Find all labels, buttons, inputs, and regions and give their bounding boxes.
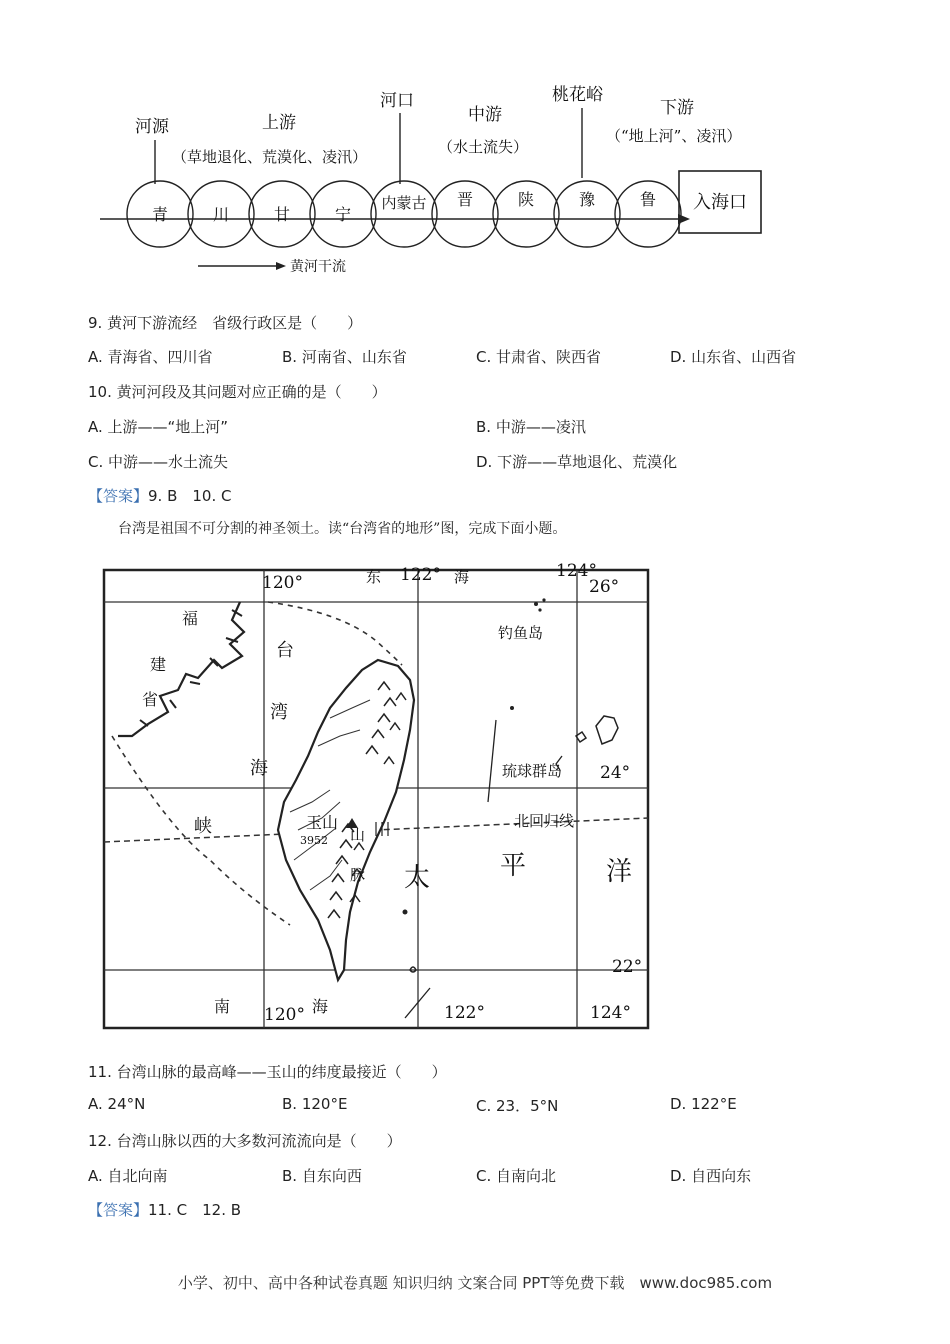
- fujian-2: 建: [150, 655, 167, 674]
- answer-1: [88, 485, 231, 506]
- east-sea-2: 海: [454, 568, 470, 586]
- pacific-2: 平: [500, 851, 527, 881]
- question-10: 10. 黄河河段及其问题对应正确的是（ ）: [88, 383, 387, 401]
- fujian-1: 福: [182, 609, 199, 628]
- province-7: 豫: [578, 190, 596, 209]
- answer-text: 9. B 10. C: [148, 487, 232, 505]
- taiwan-topographic-map: [0, 540, 950, 1040]
- q12-option-c: C. 自南向北: [476, 1167, 557, 1185]
- lat-22: 22°: [612, 957, 643, 977]
- q11-option-a: A. 24°N: [88, 1095, 146, 1113]
- label-upper: 上游: [262, 113, 296, 133]
- province-3: 宁: [334, 205, 352, 224]
- q10-option-d: D. 下游——草地退化、荒漠化: [476, 453, 678, 471]
- label-upper-problems: （草地退化、荒漠化、凌汛）: [172, 148, 368, 166]
- ryukyu-label: 琉球群岛: [502, 762, 563, 780]
- taiwan-intro: 台湾是祖国不可分割的神圣领土。读“台湾省的地形”图，完成下面小题。: [118, 521, 567, 537]
- footer-link[interactable]: 小学、初中、高中各种试卷真题 知识归纳 文案合同 PPT等免费下载 www.doc985.com: [177, 1274, 773, 1292]
- q12-option-d: D. 自西向东: [670, 1167, 752, 1185]
- strait-1: 台: [276, 640, 294, 661]
- label-hekou: 河口: [380, 91, 414, 111]
- strait-4: 峡: [194, 816, 212, 837]
- lon-top-120: 120°: [262, 573, 303, 593]
- q12-option-a: A. 自北向南: [88, 1167, 168, 1185]
- label-source: 河源: [135, 117, 169, 137]
- question-12: 12. 台湾山脉以西的大多数河流流向是（ ）: [88, 1132, 402, 1150]
- pacific-1: 太: [404, 863, 431, 893]
- south-sea-1: 南: [214, 997, 231, 1016]
- lat-24: 24°: [600, 763, 631, 783]
- range-2: 脉: [350, 866, 366, 884]
- q11-option-b: B. 120°E: [282, 1095, 348, 1113]
- strait-2: 湾: [270, 702, 288, 723]
- label-lower: 下游: [660, 98, 694, 118]
- province-0: 青: [151, 205, 169, 224]
- fujian-3: 省: [142, 690, 159, 709]
- flow-label: 黄河干流: [290, 259, 346, 275]
- label-middle: 中游: [468, 105, 502, 125]
- q9-option-a: A. 青海省、四川省: [88, 348, 213, 366]
- lat-26: 26°: [589, 577, 620, 597]
- east-sea-1: 东: [366, 568, 382, 586]
- lon-top-122: 122°: [400, 565, 441, 585]
- label-taohuayu: 桃花峪: [552, 85, 603, 105]
- q9-option-d: D. 山东省、山西省: [670, 348, 797, 366]
- q11-option-d: D. 122°E: [670, 1095, 737, 1113]
- yushan-label: 玉山: [306, 813, 339, 832]
- q10-option-a: A. 上游——“地上河”: [88, 418, 229, 436]
- q11-option-c: C. 23．5°N: [476, 1097, 559, 1115]
- yellow-river-diagram: [0, 0, 950, 290]
- q10-option-c: C. 中游——水土流失: [88, 453, 229, 471]
- sea-mouth-label: 入海口: [693, 192, 747, 213]
- answer-tag: 【答案】: [88, 487, 149, 505]
- pacific-3: 洋: [606, 857, 633, 887]
- province-6: 陕: [517, 190, 535, 209]
- q12-option-b: B. 自东向西: [282, 1167, 362, 1185]
- q10-option-b: B. 中游——凌汛: [476, 418, 586, 436]
- province-1: 川: [212, 205, 230, 224]
- diaoyu-label: 钓鱼岛: [498, 624, 544, 642]
- south-sea-2: 海: [312, 997, 329, 1016]
- question-11: 11. 台湾山脉的最高峰——玉山的纬度最接近（ ）: [88, 1063, 447, 1081]
- province-4: 内蒙古: [381, 194, 427, 212]
- answer-tag: 【答案】: [88, 1201, 149, 1219]
- answer-2: [88, 1199, 241, 1220]
- yushan-height: 3952: [300, 834, 328, 847]
- province-8: 鲁: [639, 190, 657, 209]
- q9-option-b: B. 河南省、山东省: [282, 348, 407, 366]
- label-middle-problems: （水土流失）: [438, 138, 529, 156]
- label-lower-problems: （“地上河”、凌汛）: [606, 127, 742, 145]
- tropic-label: 北回归线: [514, 812, 575, 830]
- lon-bottom-124: 124°: [590, 1003, 631, 1023]
- range-1: 山: [350, 826, 366, 844]
- question-9: 9. 黄河下游流经 省级行政区是（ ）: [88, 314, 363, 332]
- strait-3: 海: [250, 758, 268, 779]
- lon-bottom-122: 122°: [444, 1003, 485, 1023]
- lon-top-124: 124°: [556, 561, 597, 581]
- answer-text: 11. C 12. B: [148, 1201, 242, 1219]
- province-2: 甘: [273, 205, 291, 224]
- lon-bottom-120: 120°: [264, 1005, 305, 1025]
- q9-option-c: C. 甘肃省、陕西省: [476, 348, 602, 366]
- province-5: 晋: [456, 190, 474, 209]
